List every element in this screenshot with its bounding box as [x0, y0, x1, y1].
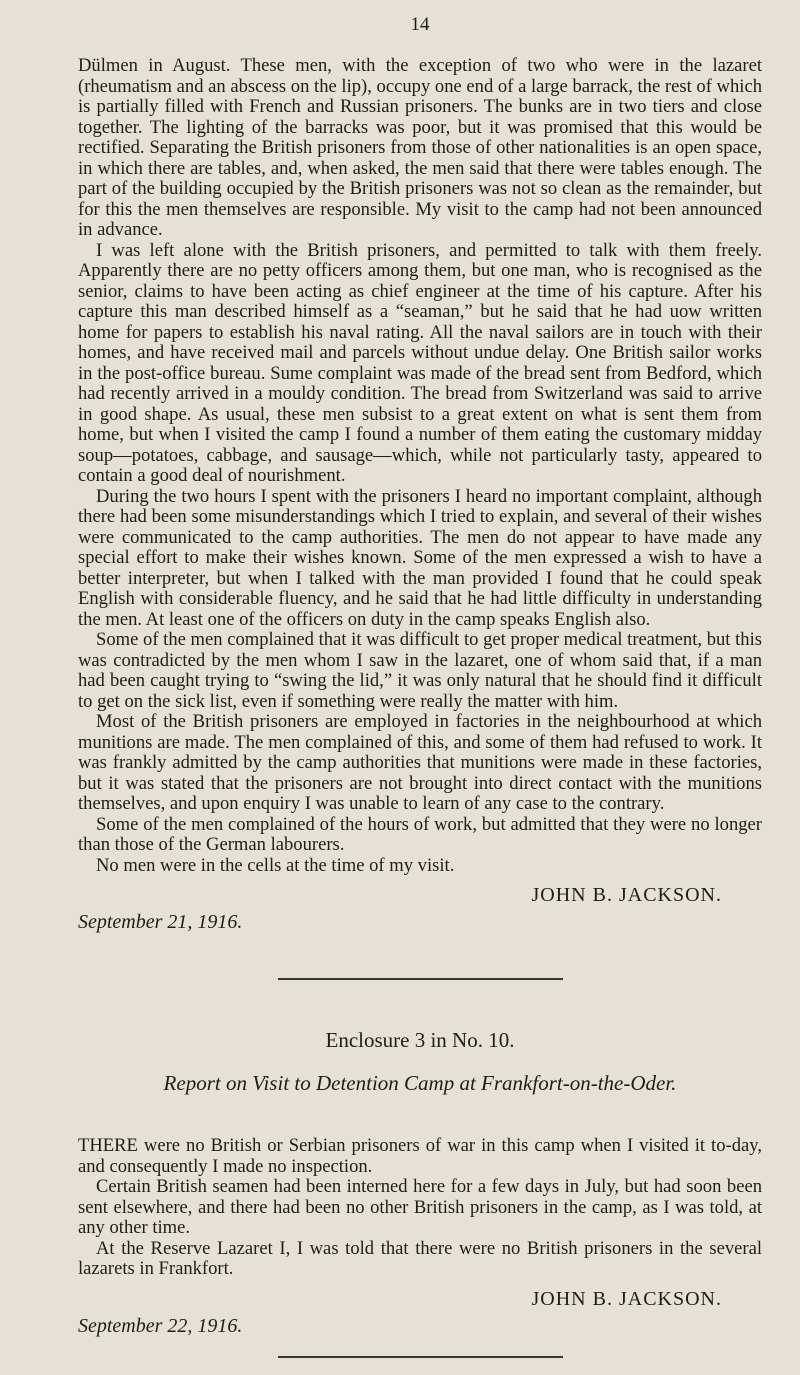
- lead-text: were no British or Serbian prisoners of war in this camp when I visited it to-day, and consequently I made no inspection.: [78, 1135, 762, 1177]
- paragraph: During the two hours I spent with the prisoners I heard no important complaint, although there had been some misunderstandings which I tried to explain, and several of their wishes were communicated to the camp authorities. The men do not appear to have made any special effort to make their wishes known. Some of the men expressed a wish to have a better interpreter, but when I talked with the man provided I found that he could speak English with considerable fluency, and he said that he had little difficulty in understanding the men. At least one of the officers on duty in the camp speaks English also.: [78, 485, 762, 630]
- report-title: Report on Visit to Detention Camp at Frankfort-on-the-Oder.: [163, 1071, 677, 1095]
- paragraph: Some of the men complained of the hours of work, but admitted that they were no longer than those of the German labourers.: [78, 813, 762, 855]
- end-divider: [278, 1356, 563, 1358]
- signature: JOHN B. JACKSON.: [531, 884, 722, 906]
- paragraph: At the Reserve Lazaret I, I was told that there were no British prisoners in the several lazarets in Frankfort.: [78, 1237, 762, 1279]
- paragraph: Certain British seamen had been interned here for a few days in July, but had soon been sent elsewhere, and there had been no other British prisoners in the camp, as I was told, at any other time.: [78, 1176, 762, 1238]
- date-line: September 21, 1916.: [78, 911, 243, 933]
- date-line: September 22, 1916.: [78, 1314, 243, 1337]
- paragraph: No men were in the cells at the time of my visit.: [96, 854, 455, 876]
- paragraph: I was left alone with the British prisoners, and permitted to talk with them freely. Apparently there are no petty officers among them, but one man, who is recognised as the senior, claims to have been acting as chief engineer at the time of his capture. After his capture this man described himself as a “seaman,” but he said that he had uow written home for papers to establish his naval rating. All the naval sailors are in touch with their homes, and have received mail and parcels without undue delay. One British sailor works in the post-office bureau. Sume complaint was made of the bread sent from Bedford, which had recently arrived in a mouldy condition. The bread from Switzerland was said to arrive in good shape. As usual, these men subsist to a great extent on what is sent them from home, but when I visited the camp I found a number of them eating the customary midday soup—potatoes, cabbage, and sausage—which, while not particularly tasty, appeared to contain a good deal of nourishment.: [78, 239, 762, 486]
- paragraph: Most of the British prisoners are employed in factories in the neighbourhood at which munitions are made. The men complained of this, and some of them had refused to work. It was frankly admitted by the camp authorities that munitions were made in these factories, but it was stated that the prisoners are not brought into direct contact with the munitions themselves, and upon enquiry I was unable to learn of any case to the contrary.: [78, 711, 762, 814]
- report-frankfort: [78, 1028, 762, 1358]
- paragraph: [78, 1136, 762, 1177]
- enclosure-heading: Enclosure 3 in No. 10.: [325, 1028, 515, 1052]
- paragraph: Dülmen in August. These men, with the exception of two who were in the lazaret (rheumatism and an abscess on the lip), occupy one end of a large barrack, the rest of which is partially filled with French and Russian prisoners. The bunks are in two tiers and close together. The lighting of the barracks was poor, but it was promised that this would be rectified. Separating the British prisoners from those of other nationalities is an open space, in which there are tables, and, when asked, the men said that there were tables enough. The part of the building occupied by the British prisoners was not so clean as the remainder, but for this the men themselves are responsible. My visit to the camp had not been announced in advance.: [78, 55, 762, 240]
- page-number: 14: [410, 14, 430, 35]
- signature: JOHN B. JACKSON.: [531, 1287, 722, 1310]
- paragraph: Some of the men complained that it was difficult to get proper medical treatment, but this was contradicted by the men whom I saw in the lazaret, one of whom said that, if a man had been caught trying to “swing the lid,” it was only natural that he should find it difficult to get on the sick list, even if something were really the matter with him.: [78, 629, 762, 712]
- report-dulmen: [78, 56, 762, 934]
- lead-word: THERE: [78, 1135, 138, 1156]
- section-divider: [278, 978, 563, 980]
